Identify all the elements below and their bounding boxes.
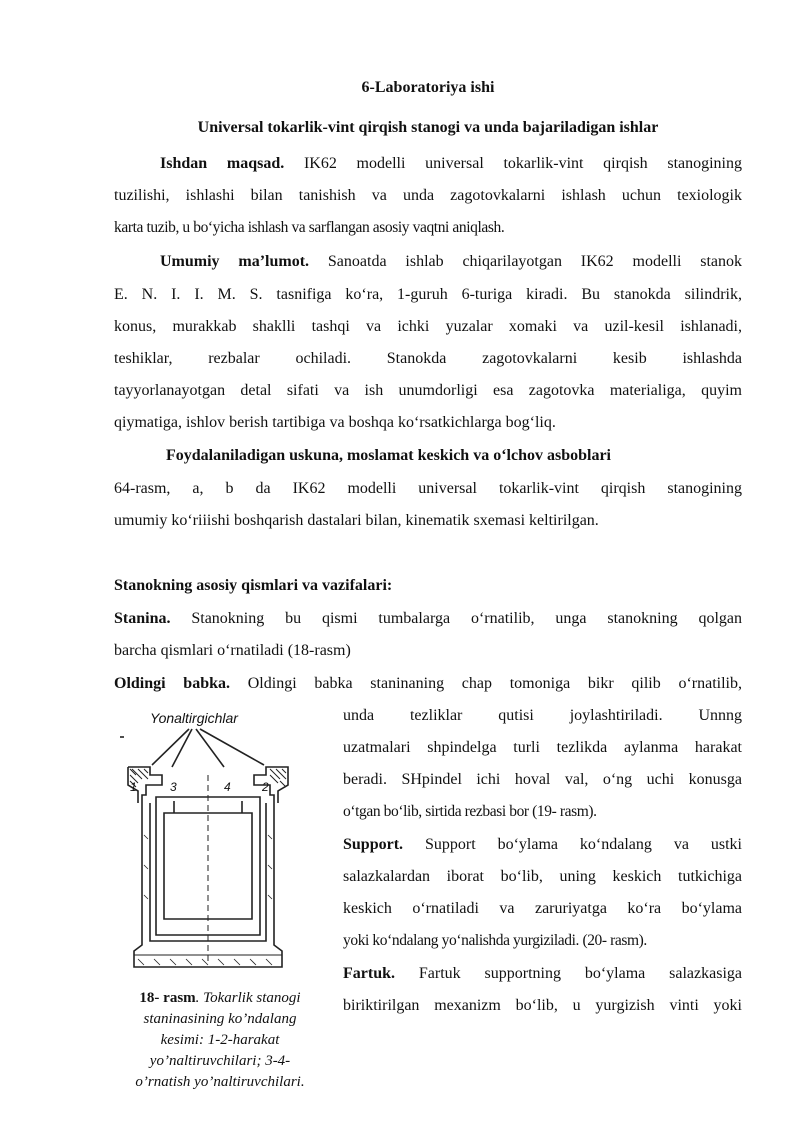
general-line-1: Umumiy ma’lumot. Sanoatda ishlab chiqarilayotgan IK62 modelli stanok bbox=[160, 253, 743, 270]
equipment-heading: Foydalaniladigan uskuna, moslamat keskich va o‘lchov asboblari bbox=[166, 447, 611, 464]
general-line-5: tayyorlanayotgan detal sifati va ish unumdorligi esa zagotovka materialiga, quyim bbox=[114, 382, 742, 399]
babka-line-2: unda tezliklar qutisi joylashtiriladi. Unnng bbox=[343, 707, 742, 724]
rail-number-4: 4 bbox=[224, 780, 231, 794]
stanina-line-2: barcha qismlari o‘rnatiladi (18-rasm) bbox=[114, 642, 351, 659]
equipment-line-2: umumiy ko‘riiishi boshqarish dastalari bilan, kinematik sxemasi keltirilgan. bbox=[114, 512, 599, 529]
support-line-3: keskich o‘rnatiladi va zaruriyatga ko‘ra bo‘ylama bbox=[343, 900, 742, 917]
babka-label: Oldingi babka. bbox=[114, 675, 231, 692]
general-line-2: E. N. I. I. M. S. tasnifiga ko‘ra, 1-guruh 6-turiga kiradi. Bu stanokda silindrik, bbox=[114, 286, 742, 303]
purpose-label: Ishdan maqsad. bbox=[160, 155, 285, 172]
equipment-line-1: 64-rasm, a, b da IK62 modelli universal tokarlik-vint qirqish stanogining bbox=[114, 480, 742, 497]
figure-top-label: Yonaltirgichlar bbox=[150, 710, 238, 726]
fartuk-line-2: biriktirilgan mexanizm bo‘lib, u yurgizish vinti yoki bbox=[343, 997, 742, 1014]
babka-line-5: o‘tgan bo‘lib, sirtida rezbasi bor (19- rasm). bbox=[343, 803, 597, 820]
figure-caption: 18- rasm. Tokarlik stanogi staninasining ko’ndalang kesimi: 1-2-harakat yo’naltiruvchilari; 3-4- o’rnatish yo’naltiruvchilari. bbox=[135, 990, 305, 1090]
purpose-line-2: tuzilishi, ishlashi bilan tanishish va unda zagotovkalarni ishlash uchun texiologik bbox=[114, 187, 742, 204]
bed-cross-section-figure bbox=[114, 715, 329, 1015]
support-line-2: salazkalardan iborat bo‘lib, uning keskich tutkichiga bbox=[343, 868, 742, 885]
parts-heading: Stanokning asosiy qismlari va vazifalari: bbox=[114, 577, 393, 594]
stanina-line-1: Stanina. Stanokning bu qismi tumbalarga o‘rnatilib, unga stanokning qolgan bbox=[114, 610, 742, 627]
general-label: Umumiy ma’lumot. bbox=[160, 253, 310, 270]
support-line-4: yoki ko‘ndalang yo‘nalishda yurgiziladi. (20- rasm). bbox=[343, 932, 647, 949]
document-subtitle: Universal tokarlik-vint qirqish stanogi va unda bajariladigan ishlar bbox=[197, 119, 659, 136]
babka-line-3: uzatmalari shpindelga turli tezlikda aylanma harakat bbox=[343, 739, 742, 756]
fartuk-label: Fartuk. bbox=[343, 965, 395, 982]
fartuk-line-1: Fartuk. Fartuk supportning bo‘ylama salazkasiga bbox=[343, 965, 742, 982]
document-title: 6-Laboratoriya ishi bbox=[361, 79, 495, 96]
rail-number-1: 1 bbox=[130, 780, 137, 794]
general-line-6: qiymatiga, ishlov berish tartibiga va boshqa ko‘rsatkichlarga bog‘liq. bbox=[114, 414, 556, 431]
babka-line-4: beradi. SHpindel ichi hoval val, o‘ng uchi konusga bbox=[343, 771, 742, 788]
babka-line-1: Oldingi babka. Oldingi babka staninaning chap tomoniga bikr qilib o‘rnatilib, bbox=[114, 675, 743, 692]
rail-number-2: 2 bbox=[262, 780, 269, 794]
rail-number-3: 3 bbox=[170, 780, 177, 794]
general-line-4: teshiklar, rezbalar ochiladi. Stanokda zagotovkalarni kesib ishlashda bbox=[114, 350, 742, 367]
stanina-label: Stanina. bbox=[114, 610, 171, 627]
caption-figure-number: 18- rasm bbox=[139, 990, 196, 1006]
general-line-3: konus, murakkab shaklli tashqi va ichki yuzalar xomaki va uzil-kesil ishlanadi, bbox=[114, 318, 742, 335]
support-label: Support. bbox=[343, 836, 404, 853]
purpose-line-1: Ishdan maqsad. IK62 modelli universal tokarlik-vint qirqish stanogining bbox=[160, 155, 743, 172]
support-line-1: Support. Support bo‘ylama ko‘ndalang va ustki bbox=[343, 836, 742, 853]
purpose-line-3: karta tuzib, u bo‘yicha ishlash va sarflangan asosiy vaqtni aniqlash. bbox=[114, 219, 505, 236]
